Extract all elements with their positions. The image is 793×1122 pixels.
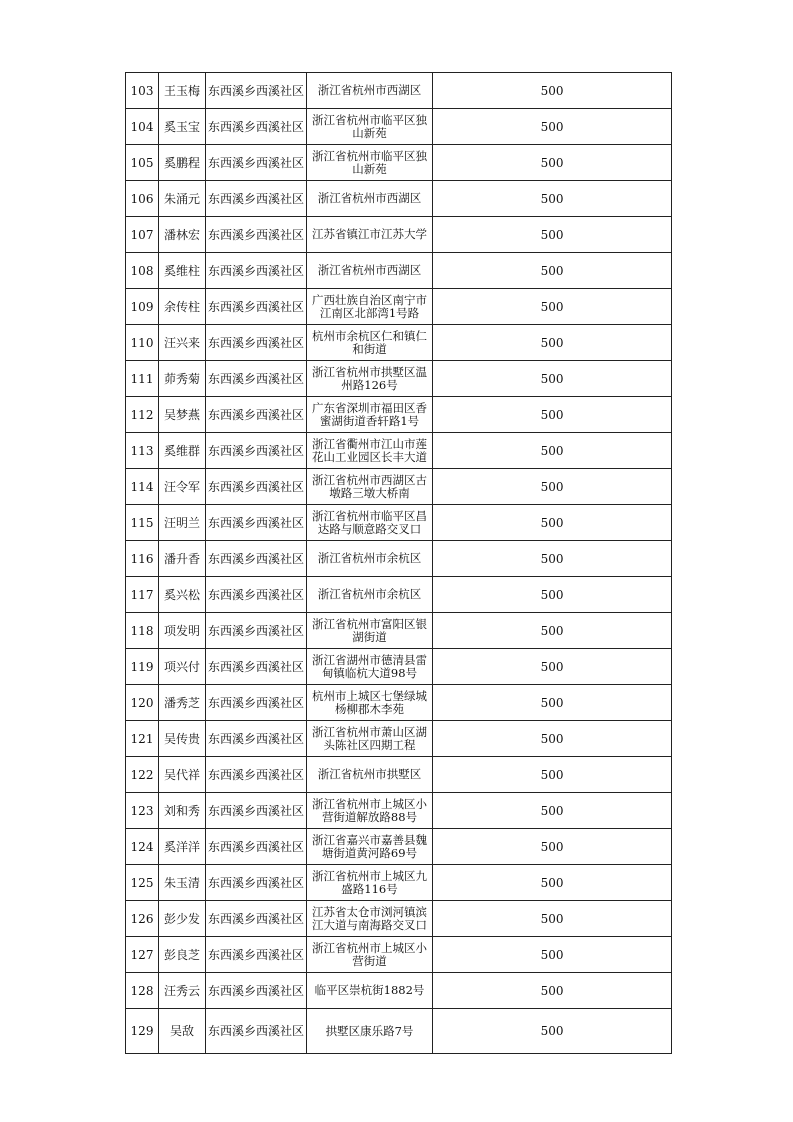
address-cell [307,109,433,145]
amount-cell: 500 [433,829,672,865]
amount-cell: 500 [433,937,672,973]
row-number-cell: 103 [126,73,159,109]
address-cell [307,217,433,253]
amount-cell: 500 [433,109,672,145]
amount-cell: 500 [433,397,672,433]
table-row [126,649,672,685]
address-text: 杭州市上城区七堡绿城杨柳郡木李苑 [312,689,428,716]
community-cell: 东西溪乡西溪社区 [206,469,307,505]
amount-cell: 500 [433,433,672,469]
address-cell [307,325,433,361]
table-row [126,685,672,721]
name-cell: 茆秀菊 [159,361,206,397]
table-row [126,289,672,325]
address-cell [307,397,433,433]
address-cell [307,289,433,325]
address-text: 浙江省杭州市西湖区古墩路三墩大桥南 [312,473,428,500]
row-number-cell: 122 [126,757,159,793]
address-cell [307,505,433,541]
amount-cell: 500 [433,649,672,685]
name-cell: 奚玉宝 [159,109,206,145]
row-number-cell: 120 [126,685,159,721]
table-row [126,721,672,757]
amount-cell: 500 [433,325,672,361]
address-cell [307,865,433,901]
community-cell: 东西溪乡西溪社区 [206,577,307,613]
amount-cell: 500 [433,541,672,577]
name-cell: 吴传贵 [159,721,206,757]
address-cell [307,361,433,397]
row-number-cell: 107 [126,217,159,253]
table-row [126,793,672,829]
community-cell: 东西溪乡西溪社区 [206,73,307,109]
address-cell [307,433,433,469]
address-text: 浙江省湖州市德清县雷甸镇临杭大道98号 [312,653,428,680]
address-cell [307,757,433,793]
address-cell [307,145,433,181]
name-cell: 奚兴松 [159,577,206,613]
table-row [126,253,672,289]
name-cell: 吴代祥 [159,757,206,793]
address-cell [307,181,433,217]
address-text: 临平区崇杭街1882号 [314,984,425,997]
community-cell: 东西溪乡西溪社区 [206,829,307,865]
row-number-cell: 108 [126,253,159,289]
community-cell: 东西溪乡西溪社区 [206,757,307,793]
table-body [126,73,672,1054]
row-number-cell: 106 [126,181,159,217]
name-cell: 王玉梅 [159,73,206,109]
community-cell: 东西溪乡西溪社区 [206,361,307,397]
address-cell [307,577,433,613]
address-text: 江苏省镇江市江苏大学 [312,228,428,241]
amount-cell: 500 [433,577,672,613]
row-number-cell: 105 [126,145,159,181]
table-row [126,145,672,181]
row-number-cell: 114 [126,469,159,505]
row-number-cell: 124 [126,829,159,865]
table-row [126,613,672,649]
row-number-cell: 113 [126,433,159,469]
table-row [126,325,672,361]
name-cell: 刘和秀 [159,793,206,829]
name-cell: 奚鹏程 [159,145,206,181]
table-row [126,577,672,613]
community-cell: 东西溪乡西溪社区 [206,505,307,541]
table-row [126,865,672,901]
address-text: 浙江省嘉兴市嘉善县魏塘街道黄河路69号 [312,833,428,860]
name-cell: 奚维柱 [159,253,206,289]
community-cell: 东西溪乡西溪社区 [206,181,307,217]
address-text: 浙江省杭州市上城区九盛路116号 [312,869,428,896]
table-row [126,73,672,109]
name-cell: 潘林宏 [159,217,206,253]
address-cell [307,721,433,757]
address-text: 浙江省衢州市江山市莲花山工业园区长丰大道 [312,437,428,464]
table-row [126,541,672,577]
row-number-cell: 123 [126,793,159,829]
address-cell [307,793,433,829]
row-number-cell: 115 [126,505,159,541]
address-text: 江苏省太仓市浏河镇滨江大道与南海路交叉口 [312,905,428,932]
address-cell [307,973,433,1009]
name-cell: 奚维群 [159,433,206,469]
amount-cell: 500 [433,865,672,901]
amount-cell: 500 [433,145,672,181]
row-number-cell: 129 [126,1009,159,1054]
address-text: 浙江省杭州市西湖区 [317,84,422,97]
name-cell: 奚洋洋 [159,829,206,865]
table-row [126,433,672,469]
table-row [126,1009,672,1054]
name-cell: 吴敌 [159,1009,206,1054]
row-number-cell: 104 [126,109,159,145]
community-cell: 东西溪乡西溪社区 [206,721,307,757]
amount-cell: 500 [433,685,672,721]
community-cell: 东西溪乡西溪社区 [206,541,307,577]
address-text: 浙江省杭州市西湖区 [317,192,422,205]
name-cell: 潘升香 [159,541,206,577]
table-row [126,109,672,145]
address-cell [307,901,433,937]
amount-cell: 500 [433,253,672,289]
address-text: 浙江省杭州市临平区独山新苑 [312,149,428,176]
address-text: 浙江省杭州市临平区独山新苑 [312,113,428,140]
address-text: 广东省深圳市福田区香蜜湖街道香轩路1号 [312,401,428,428]
table-row [126,469,672,505]
community-cell: 东西溪乡西溪社区 [206,1009,307,1054]
community-cell: 东西溪乡西溪社区 [206,397,307,433]
amount-cell: 500 [433,73,672,109]
address-cell [307,253,433,289]
address-cell [307,649,433,685]
table-row [126,397,672,433]
amount-cell: 500 [433,757,672,793]
amount-cell: 500 [433,613,672,649]
community-cell: 东西溪乡西溪社区 [206,145,307,181]
community-cell: 东西溪乡西溪社区 [206,973,307,1009]
table-row [126,829,672,865]
amount-cell: 500 [433,289,672,325]
row-number-cell: 125 [126,865,159,901]
address-text: 浙江省杭州市拱墅区 [317,768,422,781]
name-cell: 吴梦燕 [159,397,206,433]
row-number-cell: 109 [126,289,159,325]
community-cell: 东西溪乡西溪社区 [206,217,307,253]
name-cell: 彭少发 [159,901,206,937]
table-row [126,361,672,397]
address-text: 广西壮族自治区南宁市江南区北部湾1号路 [312,293,428,320]
name-cell: 汪兴来 [159,325,206,361]
community-cell: 东西溪乡西溪社区 [206,325,307,361]
name-cell: 汪令军 [159,469,206,505]
community-cell: 东西溪乡西溪社区 [206,685,307,721]
name-cell: 朱涌元 [159,181,206,217]
amount-cell: 500 [433,469,672,505]
address-cell [307,613,433,649]
row-number-cell: 117 [126,577,159,613]
name-cell: 项兴付 [159,649,206,685]
name-cell: 朱玉清 [159,865,206,901]
community-cell: 东西溪乡西溪社区 [206,865,307,901]
table-row [126,901,672,937]
amount-cell: 500 [433,973,672,1009]
address-text: 浙江省杭州市临平区昌达路与顺意路交叉口 [312,509,428,536]
name-cell: 汪秀云 [159,973,206,1009]
address-cell [307,1009,433,1054]
address-cell [307,937,433,973]
address-text: 浙江省杭州市上城区小营街道 [312,941,428,968]
name-cell: 彭良芝 [159,937,206,973]
subsidy-table [125,72,672,1054]
community-cell: 东西溪乡西溪社区 [206,793,307,829]
row-number-cell: 127 [126,937,159,973]
community-cell: 东西溪乡西溪社区 [206,253,307,289]
community-cell: 东西溪乡西溪社区 [206,649,307,685]
address-text: 拱墅区康乐路7号 [325,1024,414,1038]
community-cell: 东西溪乡西溪社区 [206,109,307,145]
table-row [126,181,672,217]
community-cell: 东西溪乡西溪社区 [206,613,307,649]
community-cell: 东西溪乡西溪社区 [206,901,307,937]
address-cell [307,685,433,721]
address-text: 浙江省杭州市余杭区 [317,552,422,565]
address-cell [307,829,433,865]
name-cell: 潘秀芝 [159,685,206,721]
address-text: 浙江省杭州市萧山区湖头陈社区四期工程 [312,725,428,752]
table-row [126,757,672,793]
address-cell [307,73,433,109]
amount-cell: 500 [433,793,672,829]
address-text: 浙江省杭州市拱墅区温州路126号 [312,365,428,392]
row-number-cell: 111 [126,361,159,397]
amount-cell: 500 [433,901,672,937]
amount-cell: 500 [433,217,672,253]
name-cell: 汪明兰 [159,505,206,541]
row-number-cell: 116 [126,541,159,577]
table-row [126,973,672,1009]
amount-cell: 500 [433,505,672,541]
address-cell [307,469,433,505]
table-row [126,217,672,253]
row-number-cell: 110 [126,325,159,361]
address-text: 杭州市余杭区仁和镇仁和街道 [312,329,428,356]
address-text: 浙江省杭州市西湖区 [317,264,422,277]
row-number-cell: 112 [126,397,159,433]
address-text: 浙江省杭州市富阳区银湖街道 [312,617,428,644]
address-cell [307,541,433,577]
table-row [126,937,672,973]
amount-cell: 500 [433,721,672,757]
row-number-cell: 121 [126,721,159,757]
name-cell: 项发明 [159,613,206,649]
name-cell: 余传柱 [159,289,206,325]
address-text: 浙江省杭州市余杭区 [317,588,422,601]
community-cell: 东西溪乡西溪社区 [206,289,307,325]
row-number-cell: 119 [126,649,159,685]
community-cell: 东西溪乡西溪社区 [206,937,307,973]
community-cell: 东西溪乡西溪社区 [206,433,307,469]
row-number-cell: 118 [126,613,159,649]
row-number-cell: 126 [126,901,159,937]
amount-cell: 500 [433,361,672,397]
address-text: 浙江省杭州市上城区小营街道解放路88号 [312,797,428,824]
amount-cell: 500 [433,1009,672,1054]
row-number-cell: 128 [126,973,159,1009]
table-row [126,505,672,541]
amount-cell: 500 [433,181,672,217]
